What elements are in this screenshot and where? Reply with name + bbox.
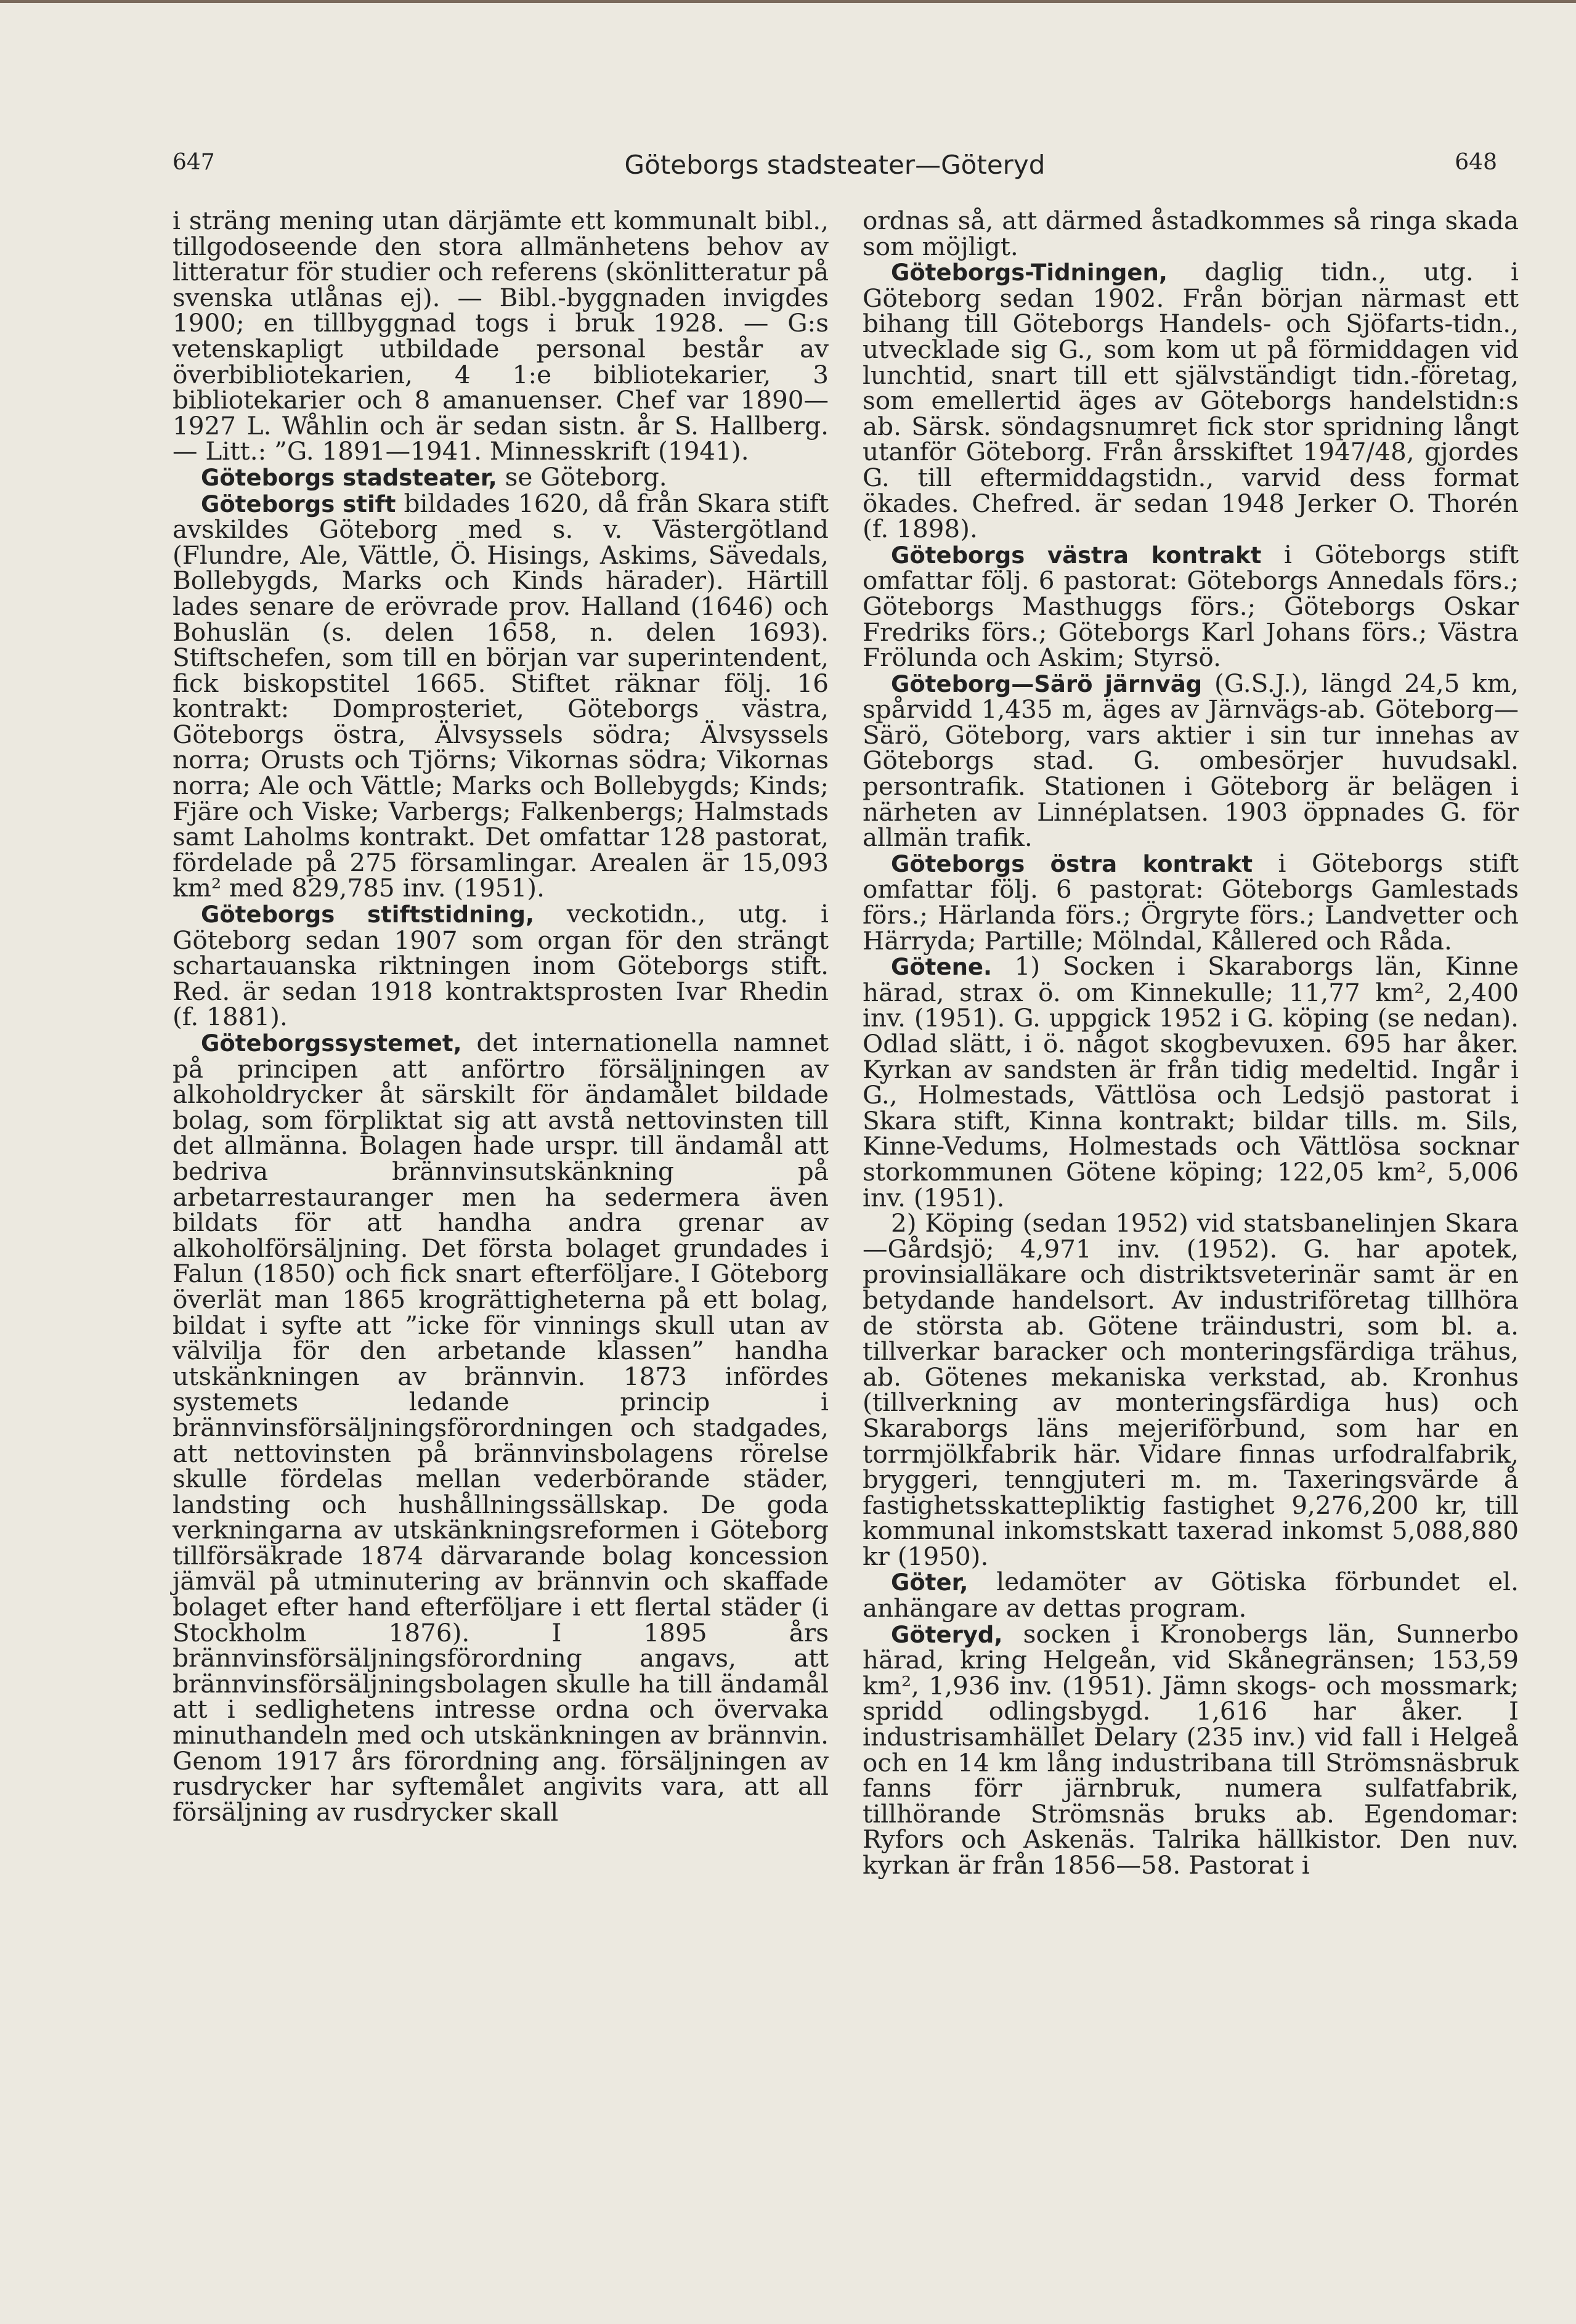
entry-paragraph	[863, 539, 1519, 673]
left-column	[173, 208, 829, 1825]
page-header	[173, 150, 1497, 193]
entry-headword: Göteborgs stift	[201, 490, 396, 518]
entry-text: daglig tidn., utg. i Göteborg sedan 1902. Från början närmast ett bihang till Göteborgs Handels- och Sjöfarts-tidn., utvecklade sig G., som kom ut på förmiddagen vid lunchtid, snart till ett självständigt tidn.-företag, som emellertid äges av Göteborgs handelstidn:s ab. Särsk. söndagsnumret fick stor spridning långt utanför Göteborg. Från årsskiftet 1947/48, gjordes G. till eftermiddagstidn., varvid dess format ökades. Chefred. är sedan 1948 Jerker O. Thorén (f. 1898).	[863, 257, 1519, 544]
entry-text: 1) Socken i Skaraborgs län, Kinne härad, strax ö. om Kinnekulle; 11,77 km², 2,400 inv. (1951). G. uppgick 1952 i G. köping (se nedan). Odlad slätt, i ö. något skogbevuxen. 695 har åker. Kyrkan av sandsten är från tidig medeltid. Ingår i G., Holmestads, Vättlösa och Ledsjö pastorat i Skara stift, Kinna kontrakt; bildar tills. m. Sils, Kinne-Vedums, Holmestads och Vättlösa socknar storkommunen Götene köping; 122,05 km², 5,006 inv. (1951).	[863, 951, 1519, 1213]
entry-paragraph	[863, 951, 1519, 1213]
entry-text: i Göteborgs stift omfattar följ. 6 pastorat: Göteborgs Annedals förs.; Göteborgs Masthuggs förs.; Göteborgs Oskar Fredriks förs.; Göteborgs Karl Johans förs.; Västra Frölunda och Askim; Styrsö.	[863, 539, 1519, 673]
top-border-line	[0, 0, 1576, 3]
page-number-left: 647	[173, 150, 215, 175]
entry-paragraph	[863, 848, 1519, 956]
entry-paragraph	[173, 488, 829, 903]
entry-paragraph	[863, 1569, 1519, 1621]
entry-text: 2) Köping (sedan 1952) vid statsbanelinjen Skara—Gårdsjö; 4,971 inv. (1952). G. har apotek, provinsialläkare och distriktsveterinär samt är en betydande handelsort. Av industriföretag tillhöra de största ab. Götene träindustri, som bl. a. tillverkar baracker och monteringsfärdiga trähus, ab. Götenes mekaniska verkstad, ab. Kronhus (tillverkning av monteringsfärdiga hus) och Skaraborgs läns mejeriförbund, som har en torrmjölkfabrik här. Vidare finnas urfodralfabrik, bryggeri, tenngjuteri m. m. Taxeringsvärde å fastighetsskattepliktig fastighet 9,276,200 kr, till kommunal inkomstskatt taxerad inkomst 5,088,880 kr (1950).	[863, 1208, 1519, 1571]
entry-text: bildades 1620, då från Skara stift avskildes Göteborg med s. v. Västergötland (Flundre, Ale, Vättle, Ö. Hisings, Askims, Sävedals, Bollebygds, Marks och Kinds härader). Härtill lades senare de erövrade prov. Halland (1646) och Bohuslän (s. delen 1658, n. delen 1693). Stiftschefen, som till en början var superintendent, fick biskopstitel 1665. Stiftet räknar följ. 16 kontrakt: Domprosteriet, Göteborgs västra, Göteborgs östra, Älvsyssels södra; Älvsyssels norra; Orusts och Tjörns; Vikornas södra; Vikornas norra; Ale och Vättle; Marks och Bollebygds; Kinds; Fjäre och Viske; Varbergs; Falkenbergs; Halmstads samt Laholms kontrakt. Det omfattar 128 pastorat, fördelade på 275 församlingar. Arealen är 15,093 km² med 829,785 inv. (1951).	[173, 488, 829, 903]
page-number-right: 648	[1455, 150, 1497, 175]
entry-headword: Göteryd,	[891, 1621, 1003, 1648]
entry-paragraph	[863, 1208, 1519, 1571]
entry-paragraph	[863, 668, 1519, 853]
entry-paragraph	[863, 1619, 1519, 1880]
entry-headword: Göteborgs-Tidningen,	[891, 259, 1168, 286]
entry-text: veckotidn., utg. i Göteborg sedan 1907 som organ för den strängt schartauanska riktningen inom Göteborgs stift. Red. är sedan 1918 kontraktsprosten Ivar Rhedin (f. 1881).	[173, 899, 829, 1032]
entry-headword: Göteborgs stadsteater,	[201, 464, 497, 491]
entry-paragraph	[173, 1030, 829, 1825]
entry-text: ordnas så, att därmed åstadkommes så ringa skada som möjligt.	[863, 206, 1519, 261]
entry-headword: Götene.	[891, 954, 993, 981]
entry-text: det internationella namnet på principen att anförtro försäljningen av alkoholdrycker åt särskilt för ändamålet bildade bolag, som förpliktat sig att avstå nettovinsten till det allmänna. Bolagen hade urspr. till ändamål att bedriva brännvinsutskänkning på arbetarrestauranger men ha sedermera även bildats för att handha andra grenar av alkoholförsäljning. Det första bolaget grundades i Falun (1850) och fick snart efterföljare. I Göteborg överlät man 1865 krogrättigheterna på ett bolag, bildat i syfte att ”icke för vinnings skull utan av välvilja för den arbetande klassen” handha utskänkningen av brännvin. 1873 infördes systemets ledande princip i brännvinsförsäljningsförordningen och stadgades, att nettovinsten på brännvinsbolagens rörelse skulle fördelas mellan vederbörande städer, landsting och hushållningssällskap. De goda verkningarna av utskänkningsreformen i Göteborg tillförsäkrade 1874 därvarande bolag koncession jämväl på utminutering av brännvin och skaffade bolaget efter hand efterföljare i ett flertal städer (i Stockholm 1876). I 1895 års brännvinsförsäljningsförordning angavs, att brännvinsförsäljningsbolagen skulle ha till ändamål att i sedlighetens intresse ordna och övervaka minuthandeln med och utskänkningen av brännvin. Genom 1917 års förordning ang. försäljningen av rusdrycker har syftemålet angivits vara, att all försäljning av rusdrycker skall	[173, 1028, 829, 1827]
entry-text: ledamöter av Götiska förbundet el. anhängare av dettas program.	[863, 1567, 1519, 1623]
entry-paragraph	[173, 461, 829, 492]
entry-text: i Göteborgs stift omfattar följ. 6 pastorat: Göteborgs Gamlestads förs.; Härlanda förs.; Örgryte förs.; Landvetter och Härryda; Partille; Mölndal, Kållered och Råda.	[863, 848, 1519, 956]
entry-headword: Göteborgs östra kontrakt	[891, 850, 1253, 877]
right-column	[863, 208, 1519, 1879]
entry-paragraph	[173, 901, 829, 1030]
entry-paragraph	[173, 208, 829, 465]
entry-headword: Göteborgssystemet,	[201, 1030, 462, 1057]
entry-headword: Göter,	[891, 1569, 969, 1596]
running-head: Göteborgs stadsteater—Göteryd	[624, 150, 1046, 180]
entry-headword: Göteborgs stiftstidning,	[201, 901, 535, 928]
entry-text: i sträng mening utan därjämte ett kommunalt bibl., tillgodoseende den stora allmänhetens behov av litteratur för studier och referens (skönlitteratur på svenska utlånas ej). — Bibl.-byggnaden invigdes 1900; en tillbyggnad togs i bruk 1928. — G:s vetenskapligt utbildade personal består av överbibliotekarien, 4 1:e bibliotekarier, 3 bibliotekarier och 8 amanuenser. Chef var 1890—1927 L. Wåhlin och är sedan sistn. år S. Hallberg. — Litt.: ”G. 1891—1941. Minnesskrift (1941).	[173, 206, 829, 466]
entry-headword: Göteborgs västra kontrakt	[891, 542, 1262, 569]
entry-paragraph	[863, 259, 1519, 542]
entry-headword: Göteborg—Särö järnväg	[891, 670, 1203, 697]
entry-text: se Göteborg.	[497, 461, 667, 492]
entry-paragraph	[863, 208, 1519, 259]
entry-text: socken i Kronobergs län, Sunnerbo härad, kring Helgeån, vid Skånegränsen; 153,59 km², 1,936 inv. (1951). Jämn skogs- och mossmark; spridd odlingsbygd. 1,616 har åker. I industrisamhället Delary (235 inv.) vid fall i Helgeå och en 14 km lång industribana till Strömsnäsbruk fanns förr järnbruk, numera sulfatfabrik, tillhörande Strömsnäs bruks ab. Egendomar: Ryfors och Askenäs. Talrika hällkistor. Den nuv. kyrkan är från 1856—58. Pastorat i	[863, 1619, 1519, 1880]
entry-text: (G.S.J.), längd 24,5 km, spårvidd 1,435 m, äges av Järnvägs-ab. Göteborg—Särö, Göteborg, vars aktier i sin tur innehas av Göteborgs stad. G. ombesörjer huvudsakl. persontrafik. Stationen i Göteborg är belägen i närheten av Linnéplatsen. 1903 öppnades G. för allmän trafik.	[863, 668, 1519, 853]
